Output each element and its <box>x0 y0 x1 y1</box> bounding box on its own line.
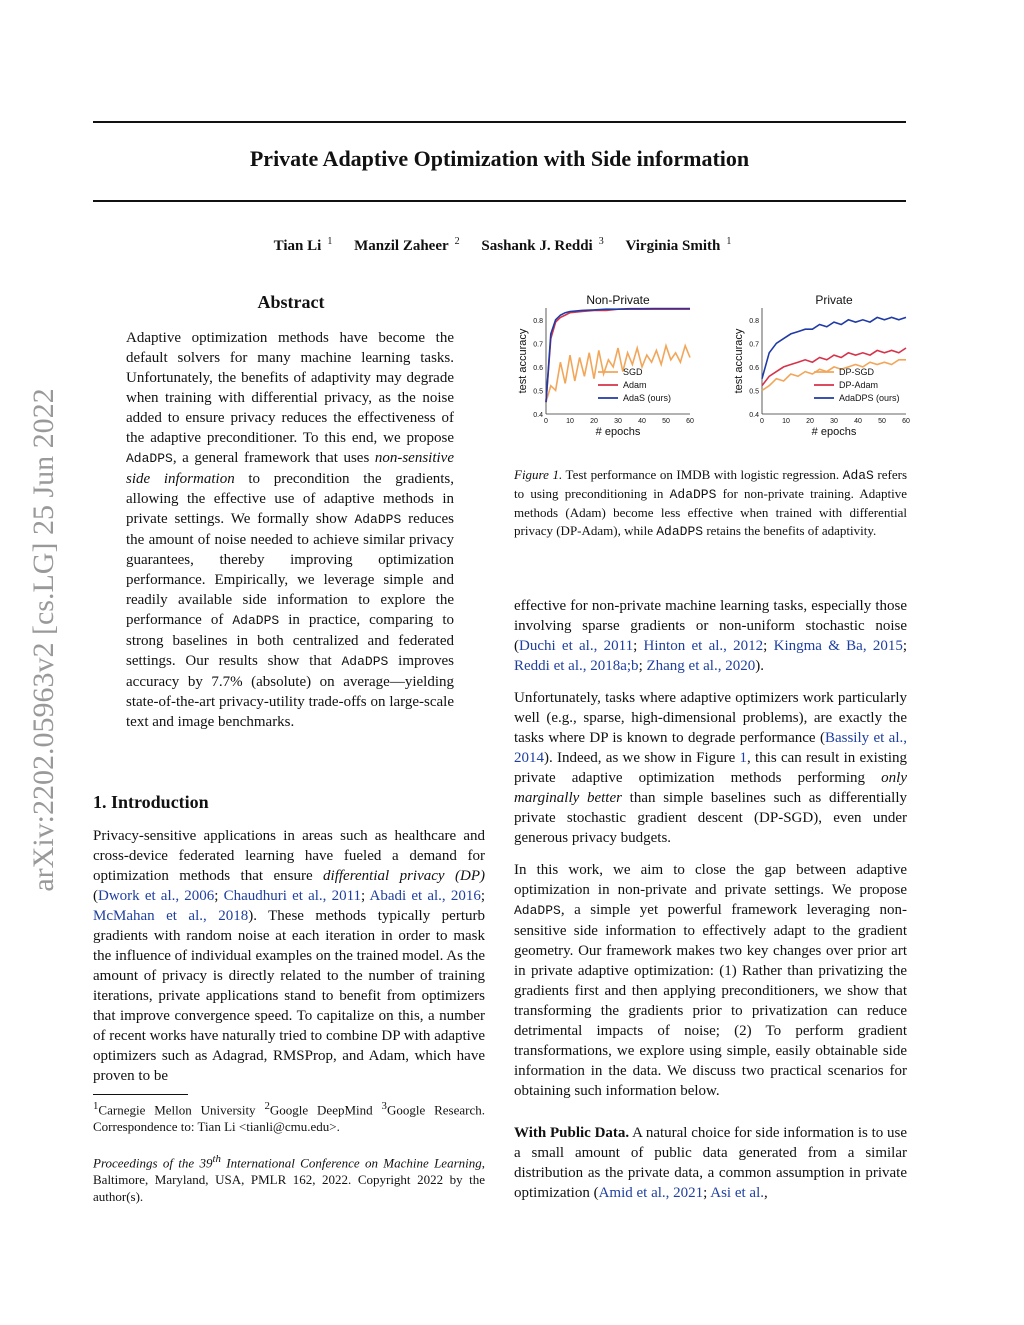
y-tick-label: 0.6 <box>533 364 543 372</box>
citation-link[interactable]: Chaudhuri et al., 2011 <box>223 888 362 904</box>
x-tick-label: 30 <box>614 418 622 425</box>
y-tick-label: 0.4 <box>749 412 759 419</box>
author: Tian Li $^1$ <box>273 236 333 254</box>
section-heading: 1. Introduction <box>93 792 209 812</box>
paragraph: In this work, we aim to close the gap between adaptive optimization in non-private and private settings. We propose AdaDPS, a simple yet powerful framework leveraging non-sensitive side information to effectively adapt to the gradient geometry. Our framework makes two key changes over prior art in private adaptive optimization: (1) Rather than privatizing the gradients first and then applying preconditioners, we show that transforming the gradients prior to privatization can reduce detrimental impacts of noise; (2) To perform gradient transformations, we explore using simple, easily obtainable side information in the data. We discuss two practical scenarios for obtaining such information below. <box>514 862 907 1099</box>
intro-paragraph: Privacy-sensitive applications in areas such as healthcare and cross-device federated learning have fueled a demand for optimization methods that ensure differential privacy (DP) (Dwork et al., 2006; Chaudhuri et al., 2011; Abadi et al., 2016; McMahan et al., 2018). These methods typically perturb gradients with random noise at each iteration in order to mask the influence of individual examples on the trained model. As the amount of privacy is directly related to the number of training iterations, private applications stand to benefit from optimizers that improve convergence speed. To capitalize on this, a number of recent works have naturally tried to combine DP with adaptive optimizers such as Adagrad, RMSProp, and Adam, which have proven to be <box>93 828 486 1084</box>
author: Virginia Smith $^1$ <box>625 236 732 254</box>
citation-link[interactable]: Zhang et al., 2020 <box>646 658 756 674</box>
author: Manzil Zaheer $^2$ <box>354 236 460 254</box>
proceedings-note: Proceedings of the 39th International Conference on Machine Learning, Baltimore, Maryland, USA, PMLR 162, 2022. Copyright 2022 by the author(s). <box>93 1153 485 1205</box>
y-tick-label: 0.5 <box>749 388 759 396</box>
figure-caption: Figure 1. Test performance on IMDB with logistic regression. AdaS refers to using preconditioning in AdaDPS for non-private training. Adaptive methods (Adam) become less effective when trained with differential privacy (DP-Adam), while AdaDPS retains the benefits of adaptivity. <box>514 467 908 539</box>
author-list <box>93 236 906 255</box>
citation-link[interactable]: Reddi et al., 2018a;b <box>514 658 639 674</box>
figure-ref-link[interactable]: 1 <box>739 750 748 766</box>
x-tick-label: 0 <box>544 418 548 425</box>
arxiv-stamp: arXiv:2202.05963v2 [cs.LG] 25 Jun 2022 <box>27 388 60 892</box>
x-tick-label: 10 <box>782 418 790 425</box>
x-tick-label: 40 <box>638 418 646 425</box>
legend-label: Adam <box>623 380 647 390</box>
right-column <box>514 596 907 1215</box>
legend-label: DP-SGD <box>839 367 875 377</box>
legend-label: AdaS (ours) <box>623 393 672 403</box>
legend-label: DP-Adam <box>839 380 879 390</box>
y-tick-label: 0.5 <box>533 388 543 396</box>
y-axis-label: test accuracy <box>517 328 529 394</box>
x-tick-label: 40 <box>854 418 862 425</box>
legend-label: SGD <box>623 367 643 377</box>
title-bottom-rule <box>93 200 906 202</box>
citation-link[interactable]: McMahan et al., 2018 <box>93 908 249 924</box>
citation-link[interactable]: Hinton et al., 2012 <box>643 638 764 654</box>
citation-link[interactable]: Asi et al. <box>710 1185 764 1201</box>
chart-svg <box>514 292 699 442</box>
x-tick-label: 20 <box>806 418 814 425</box>
y-tick-label: 0.8 <box>749 317 759 325</box>
x-axis-label: # epochs <box>811 426 857 438</box>
chart-title: Non-Private <box>586 293 650 307</box>
x-tick-label: 10 <box>566 418 574 425</box>
paper-title: Private Adaptive Optimization with Side information <box>249 146 750 171</box>
x-tick-label: 30 <box>830 418 838 425</box>
citation-link[interactable]: Dwork et al., 2006 <box>98 888 215 904</box>
citation-link[interactable]: Duchi et al., 2011 <box>519 638 634 654</box>
citation-link[interactable]: Kingma & Ba, 2015 <box>773 638 903 654</box>
x-tick-label: 60 <box>686 418 694 425</box>
abstract-body: Adaptive optimization methods have become the default solvers for many machine learning tasks. Unfortunately, the benefits of adaptivity may degrade when training with differential privacy, as the noise added to ensure privacy reduces the effectiveness of the adaptive preconditioner. To this end, we propose AdaDPS, a general framework that uses non-sensitive side information to precondition the gradients, allowing the effective use of adaptive methods in private settings. We formally show AdaDPS reduces the amount of noise needed to achieve similar privacy guarantees, thereby improving optimization performance. Empirically, we leverage simple and readily available side information to explore the performance of AdaDPS in practice, comparing to strong baselines in both centralized and federated settings. Our results show that AdaDPS improves accuracy by 7.7% (absolute) on average—yielding state-of-the-art privacy-utility trade-offs on large-scale text and image benchmarks. <box>126 330 454 730</box>
chart-non-private <box>514 292 699 447</box>
y-tick-label: 0.4 <box>533 412 543 419</box>
x-axis-label: # epochs <box>595 426 641 438</box>
title-top-rule <box>93 121 906 123</box>
x-tick-label: 50 <box>662 418 670 425</box>
x-tick-label: 50 <box>878 418 886 425</box>
author: Sashank J. Reddi $^3$ <box>481 236 604 254</box>
legend-label: AdaDPS (ours) <box>839 393 900 403</box>
y-tick-label: 0.7 <box>533 341 543 349</box>
abstract-heading: Abstract <box>257 292 325 312</box>
paragraph: effective for non-private machine learning tasks, especially those involving sparse gradients or non-uniform stochastic noise (Duchi et al., 2011; Hinton et al., 2012; Kingma & Ba, 2015; Reddi et al., 2018a;b; Zhang et al., 2020). <box>514 598 908 674</box>
paragraph: With Public Data. A natural choice for side information is to use a small amount of public data generated from a similar distribution as the private data, a common assumption in private optimization (Amid et al., 2021; Asi et al., <box>514 1125 908 1201</box>
series-line <box>546 309 690 402</box>
x-tick-label: 0 <box>760 418 764 425</box>
paragraph: Unfortunately, tasks where adaptive optimizers work particularly well (e.g., sparse, high-dimensional problems), are exactly the tasks where DP is known to degrade performance (Bassily et al., 2014). Indeed, as we show in Figure 1, this can result in existing private adaptive optimization methods performing only marginally better than simple baselines such as differentially private stochastic gradient descent (DP-SGD), even under generous privacy budgets. <box>514 690 908 846</box>
citation-link[interactable]: Bassily et al., 2014 <box>514 730 908 766</box>
y-tick-label: 0.8 <box>533 317 543 325</box>
affiliation-footnote: $^1$Carnegie Mellon University $^2$Google DeepMind $^3$Google Research. Correspondence to: Tian Li <tianli@cmu.edu>. <box>93 1100 486 1135</box>
chart-private <box>730 292 915 447</box>
citation-link[interactable]: Amid et al., 2021 <box>598 1185 704 1201</box>
chart-svg <box>730 292 915 442</box>
series-line <box>762 317 906 378</box>
y-tick-label: 0.7 <box>749 341 759 349</box>
x-tick-label: 60 <box>902 418 910 425</box>
footnote-rule <box>93 1094 188 1095</box>
chart-title: Private <box>815 293 853 307</box>
citation-link[interactable]: Abadi et al., 2016 <box>369 888 481 904</box>
y-axis-label: test accuracy <box>733 328 745 394</box>
y-tick-label: 0.6 <box>749 364 759 372</box>
x-tick-label: 20 <box>590 418 598 425</box>
series-line <box>546 309 690 403</box>
